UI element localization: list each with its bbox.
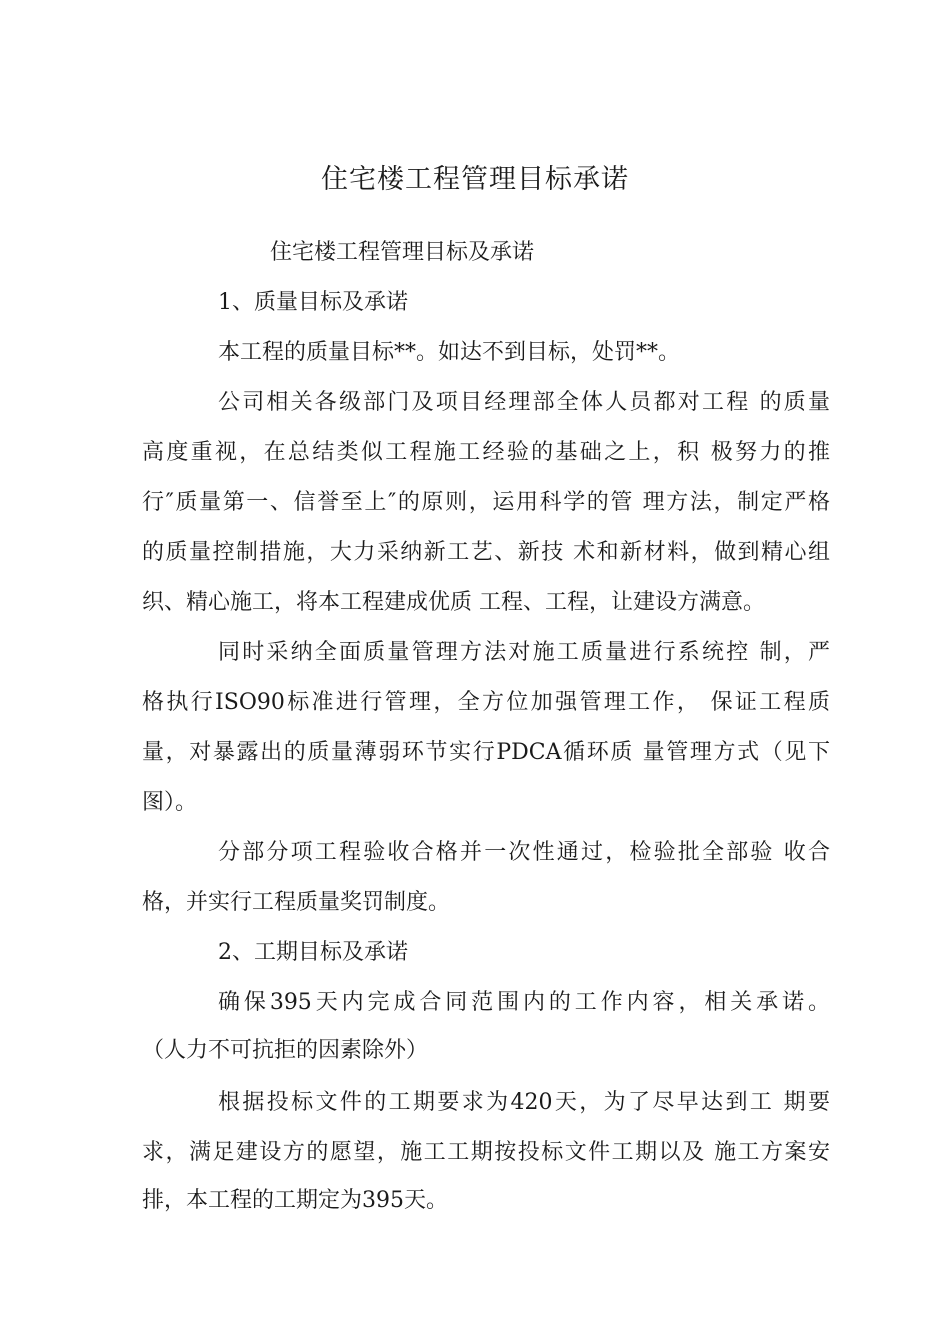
paragraph-line: 本工程的质量目标**。如达不到目标，处罚**。 bbox=[218, 340, 681, 365]
paragraph-line: 确保395天内完成合同范围内的工作内容，相关承诺。 bbox=[218, 990, 830, 1015]
subtitle-line: 住宅楼工程管理目标及承诺 bbox=[270, 240, 535, 265]
section-heading-quality: 1、质量目标及承诺 bbox=[218, 290, 408, 315]
paragraph-line: 行″质量第一、信誉至上″的原则，运用科学的管 理方法，制定严格 bbox=[142, 490, 830, 515]
paragraph-line: 的质量控制措施，大力采纳新工艺、新技 术和新材料，做到精心组 bbox=[142, 540, 830, 565]
paragraph-line: 分部分项工程验收合格并一次性通过，检验批全部验 收合 bbox=[218, 840, 830, 865]
paragraph-line: 格执行ISO90标准进行管理，全方位加强管理工作， 保证工程质 bbox=[142, 690, 830, 715]
paragraph-line: 量，对暴露出的质量薄弱环节实行PDCA循环质 量管理方式（见下 bbox=[142, 740, 830, 765]
paragraph-line: 同时采纳全面质量管理方法对施工质量进行系统控 制，严 bbox=[218, 640, 830, 665]
paragraph-line: 公司相关各级部门及项目经理部全体人员都对工程 的质量 bbox=[218, 390, 830, 415]
paragraph-line: 织、精心施工，将本工程建成优质 工程、工程，让建设方满意。 bbox=[142, 590, 765, 615]
paragraph-line: 格，并实行工程质量奖罚制度。 bbox=[142, 890, 451, 915]
paragraph-line: 高度重视，在总结类似工程施工经验的基础之上，积 极努力的推 bbox=[142, 440, 830, 465]
document-title: 住宅楼工程管理目标承诺 bbox=[321, 164, 629, 195]
paragraph-line: 排，本工程的工期定为395天。 bbox=[142, 1188, 448, 1213]
paragraph-line: （人力不可抗拒的因素除外） bbox=[142, 1038, 429, 1063]
paragraph-line: 求，满足建设方的愿望，施工工期按投标文件工期以及 施工方案安 bbox=[142, 1140, 830, 1165]
paragraph-line: 图）。 bbox=[142, 790, 198, 815]
section-heading-schedule: 2、工期目标及承诺 bbox=[218, 940, 408, 965]
paragraph-line: 根据投标文件的工期要求为420天，为了尽早达到工 期要 bbox=[218, 1090, 830, 1115]
